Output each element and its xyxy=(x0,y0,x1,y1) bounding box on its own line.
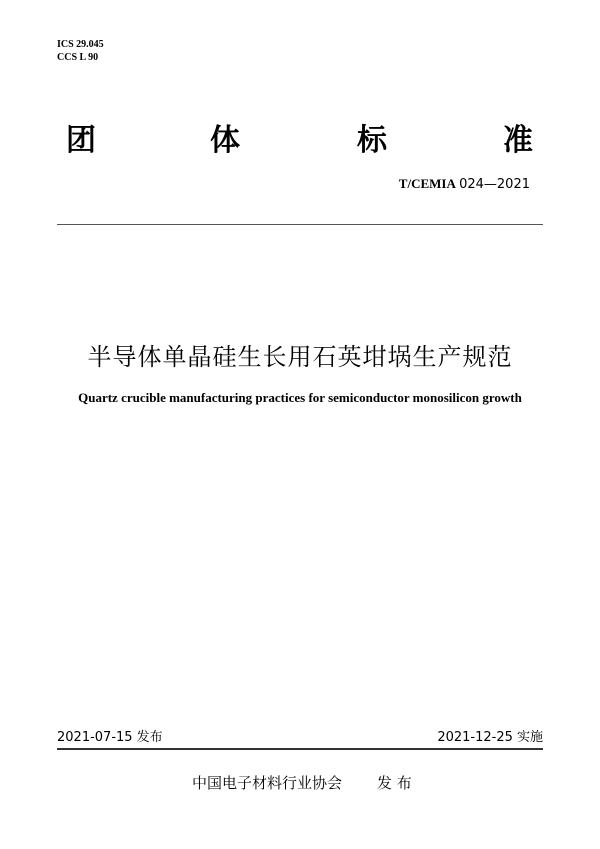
bottom-divider xyxy=(57,748,543,750)
title-english: Quartz crucible manufacturing practices for semiconductor monosilicon growth xyxy=(78,390,522,405)
issue-date: 2021-07-15 发布 xyxy=(57,730,163,745)
standard-code xyxy=(399,176,530,192)
standard-type-char: 标 xyxy=(357,123,387,158)
standard-type-char: 体 xyxy=(210,123,240,158)
effective-date: 2021-12-25 实施 xyxy=(437,730,543,745)
top-divider xyxy=(57,224,543,225)
ics-code: ICS 29.045 xyxy=(57,39,104,50)
code-number: 024—2021 xyxy=(459,177,530,192)
code-prefix: T/CEMIA xyxy=(398,176,456,191)
standard-type-char: 准 xyxy=(503,123,533,158)
standard-type-char: 团 xyxy=(66,123,96,158)
title-chinese: 半导体单晶硅生长用石英坩埚生产规范 xyxy=(87,343,513,371)
publish-label: 发 布 xyxy=(377,774,412,792)
publisher: 中国电子材料行业协会 xyxy=(192,774,343,792)
ccs-code: CCS L 90 xyxy=(57,52,99,63)
